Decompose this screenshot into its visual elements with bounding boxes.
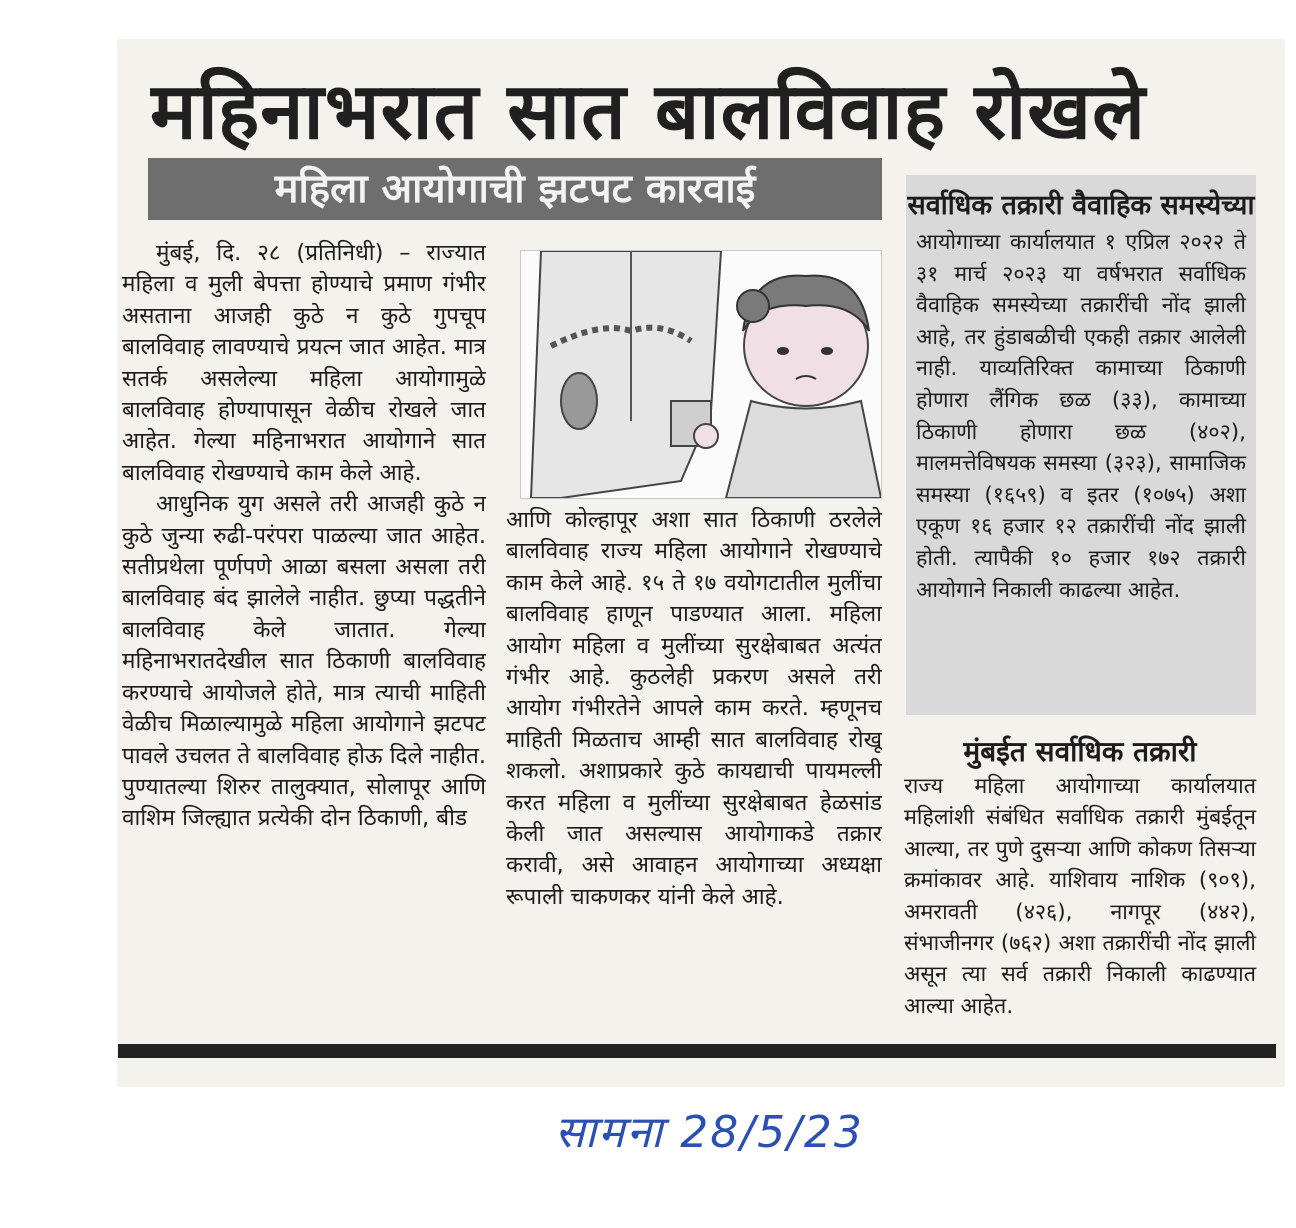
column1-paragraph-2: आधुनिक युग असले तरी आजही कुठे न कुठे जुन्या रुढी-परंपरा पाळल्या जात आहेत. सतीप्रथेला पूर्णपणे आळा बसला असला तरी बालविवाह बंद झालेले नाहीत. छुप्या पद्धतीने बालविवाह केले जातात. गेल्या महिनाभरातदेखील सात ठिकाणी बालविवाह करण्याचे आयोजले होते, मात्र त्याची माहिती वेळीच मिळाल्यामुळे महिला आयोगाने झटपट पावले उचलत ते बालविवाह होऊ दिले नाहीत. पुण्यातल्या शिरुर तालुक्यात, सोलापूर आणि वाशिम जिल्ह्यात प्रत्येकी दोन ठिकाणी, बीड — [122, 491, 486, 832]
bottom-rule — [118, 1044, 1276, 1058]
column2-paragraph-1: आणि कोल्हापूर अशा सात ठिकाणी ठरलेले बालविवाह राज्य महिला आयोगाने रोखण्याचे काम केले आहे. १५ ते १७ वयोगटातील मुलींचा बालविवाह हाणून पाडण्यात आला. महिला आयोग महिला व मुलींच्या सुरक्षेबाबत अत्यंत गंभीर आहे. कुठलेही प्रकरण असले तरी आयोग गंभीरतेने आपले काम करते. म्हणूनच माहिती मिळताच आम्ही सात बालविवाह रोखू शकलो. अशाप्रकारे कुठे कायद्याची पायमल्ली करत महिला व मुलींच्या सुरक्षेबाबत हेळसांड केली जात असल्यास आयोगाकडे तक्रार करावी, असे आवाहन आयोगाच्या अध्यक्षा रूपाली चाकणकर यांनी केले आहे. — [506, 507, 882, 910]
subheadline-bar — [148, 158, 882, 220]
sidebar-body: आयोगाच्या कार्यालयात १ एप्रिल २०२२ ते ३१ मार्च २०२३ या वर्षभरात सर्वाधिक वैवाहिक समस्येच्या तक्रारींची नोंद झाली आहे, तर हुंडाबळीची एकही तक्रार आलेली नाही. याव्यतिरिक्त कामाच्या ठिकाणी होणारा लैंगिक छळ (३३), कामाच्या ठिकाणी होणारा छळ (४०२), मालमत्तेविषयक समस्या (३२३), सामाजिक समस्या (१६५९) व इतर (१०७५) अशा एकूण १६ हजार १२ तक्रारींची नोंद झाली होती. त्यापैकी १० हजार १७२ तक्रारी आयोगाने निकाली काढल्या आहेत. — [916, 230, 1246, 603]
article-column-2 — [506, 505, 882, 1050]
mumbai-section-title: मुंबईत सर्वाधिक तक्रारी — [963, 735, 1197, 768]
column1-paragraph-1: मुंबई, दि. २८ (प्रतिनिधी) – राज्यात महिला व मुली बेपत्ता होण्याचे प्रमाण गंभीर असताना आजही कुठे न कुठे गुपचूप बालविवाह लावण्याचे प्रयत्न जात आहेत. मात्र सतर्क असलेल्या महिला आयोगामुळे बालविवाह होण्यापासून वेळीच रोखले जात आहेत. गेल्या महिनाभरात आयोगाने सात बालविवाह रोखण्याचे काम केले आहे. — [122, 240, 486, 486]
sidebar-box — [906, 175, 1256, 715]
illustration — [520, 250, 882, 499]
child-bride-illustration — [521, 251, 881, 498]
headline: महिनाभरात सात बालविवाह रोखले — [150, 67, 1146, 157]
handwritten-source-date: सामना 28/5/23 — [555, 1107, 864, 1158]
subheadline: महिला आयोगाची झटपट कारवाई — [274, 166, 756, 212]
mumbai-section — [900, 733, 1260, 1053]
sidebar-title: सर्वाधिक तक्रारी वैवाहिक समस्येच्या — [907, 190, 1255, 221]
mumbai-section-body: राज्य महिला आयोगाच्या कार्यालयात महिलांशी संबंधित सर्वाधिक तक्रारी मुंबईतून आल्या, तर पुणे दुसऱ्या आणि कोकण तिसऱ्या क्रमांकावर आहे. याशिवाय नाशिक (९०९), अमरावती (४२६), नागपूर (४४२), संभाजीनगर (७६२) अशा तक्रारींची नोंद झाली असून त्या सर्व तक्रारी निकाली काढण्यात आल्या आहेत. — [904, 774, 1256, 1019]
article-column-1 — [122, 238, 486, 1038]
